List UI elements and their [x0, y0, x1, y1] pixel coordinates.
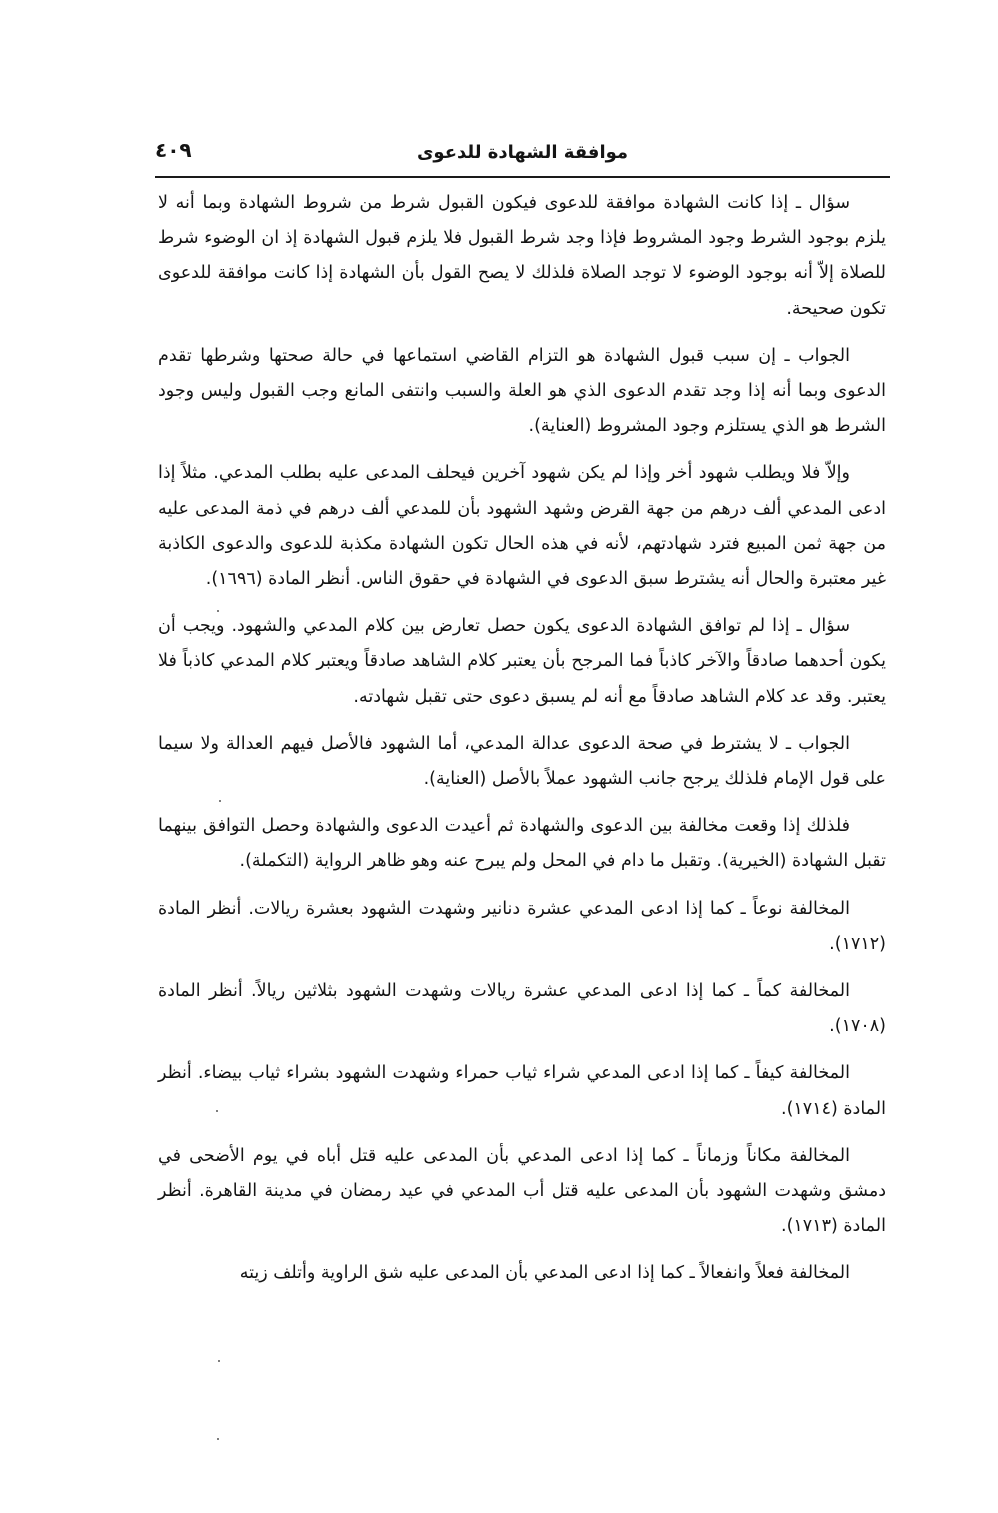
- paragraph-answer-2: الجواب ـ لا يشترط في صحة الدعوى عدالة المدعي، أما الشهود فالأصل فيهم العدالة ولا سيما على قول الإمام فلذلك يرجح جانب الشهود عملاً بالأصل (العناية).: [158, 733, 886, 790]
- paragraph-discrepancy-quality: المخالفة كيفاً ـ كما إذا ادعى المدعي شراء ثياب حمراء وشهدت الشهود بشراء ثياب بيضاء. أنظر المادة (١٧١٤).: [158, 1063, 886, 1119]
- paragraph-question-2: سؤال ـ إذا لم توافق الشهادة الدعوى يكون حصل تعارض بين كلام المدعي والشهود. ويجب أن يكون أحدهما صادقاً والآخر كاذباً فما المرجح بأن يعتبر كلام الشاهد صادقاً ويعتبر كلام المدعي كاذباً فلا يعتبر. وقد عد كلام الشاهد صادقاً مع أنه لم يسبق دعوى حتى تقبل شهادته.: [158, 616, 886, 707]
- header-rule: [155, 176, 890, 178]
- paragraph-discrepancy-quantity: المخالفة كماً ـ كما إذا ادعى المدعي عشرة ريالات وشهدت الشهود بثلاثين ريالاً. أنظر المادة (١٧٠٨).: [158, 981, 886, 1037]
- paragraph-example-1: وإلاّ فلا ويطلب شهود أخر وإذا لم يكن شهود آخرين فيحلف المدعى عليه بطلب المدعي. مثلاً إذا ادعى المدعي ألف درهم من جهة القرض وشهد الشهود بأن للمدعي ألف درهم في ذمة المدعى عليه من جهة ثمن المبيع فترد شهادتهم، لأنه في هذه الحال تكون الشهادة مكذبة للدعوى والدعوى الكاذبة غير معتبرة والحال أنه يشترط سبق الدعوى في الشهادة في حقوق الناس. أنظر المادة (١٦٩٦).: [158, 463, 886, 590]
- page-number: ٤٠٩: [155, 138, 192, 162]
- scan-speck: [219, 800, 221, 802]
- paragraph-discrepancy-place-time: المخالفة مكاناً وزماناً ـ كما إذا ادعى المدعي بأن المدعى عليه قتل أباه في يوم الأضحى في دمشق وشهدت الشهود بأن المدعى عليه قتل أب المدعي في عيد رمضان في مدينة القاهرة. أنظر المادة (١٧١٣).: [158, 1145, 886, 1237]
- scan-specks: [205, 600, 225, 1460]
- page-header: [155, 138, 890, 174]
- scan-speck: [216, 1110, 218, 1112]
- paragraph-consequence: فلذلك إذا وقعت مخالفة بين الدعوى والشهادة ثم أعيدت الدعوى والشهادة وحصل التوافق بينهما تقبل الشهادة (الخيرية). وتقبل ما دام في المحل ولم يبرح عنه وهو ظاهر الرواية (التكملة).: [158, 816, 886, 872]
- paragraph-discrepancy-type: المخالفة نوعاً ـ كما إذا ادعى المدعي عشرة دنانير وشهدت الشهود بعشرة ريالات. أنظر المادة (١٧١٢).: [158, 898, 886, 954]
- paragraph-discrepancy-action: المخالفة فعلاً وانفعالاً ـ كما إذا ادعى المدعي بأن المدعى عليه شق الراوية وأتلف زيته: [239, 1263, 850, 1284]
- paragraph-answer-1: الجواب ـ إن سبب قبول الشهادة هو التزام القاضي استماعها في حالة صحتها وشرطها تقدم الدعوى وبما أنه إذا وجد تقدم الدعوى الذي هو العلة والسبب وانتفى المانع وجب القبول وليس وجود الشرط هو الذي يستلزم وجود المشروط (العناية).: [158, 345, 886, 437]
- scan-speck: [218, 1360, 220, 1362]
- body-text: [158, 186, 886, 1304]
- paragraph-question-1: سؤال ـ إذا كانت الشهادة موافقة للدعوى فيكون القبول شرط من شروط الشهادة وبما أنه لا يلزم بوجود الشرط وجود المشروط فإذا وجد شرط القبول فلا يلزم قبول الشهادة إذ ان الوضوء شرط للصلاة إلاّ أنه بوجود الوضوء لا توجد الصلاة فلذلك لا يصح القول بأن الشهادة إذا كانت موافقة للدعوى تكون صحيحة.: [158, 193, 886, 319]
- scan-speck: [217, 1438, 219, 1440]
- running-title: موافقة الشهادة للدعوى: [416, 142, 629, 163]
- scan-speck: [217, 610, 219, 612]
